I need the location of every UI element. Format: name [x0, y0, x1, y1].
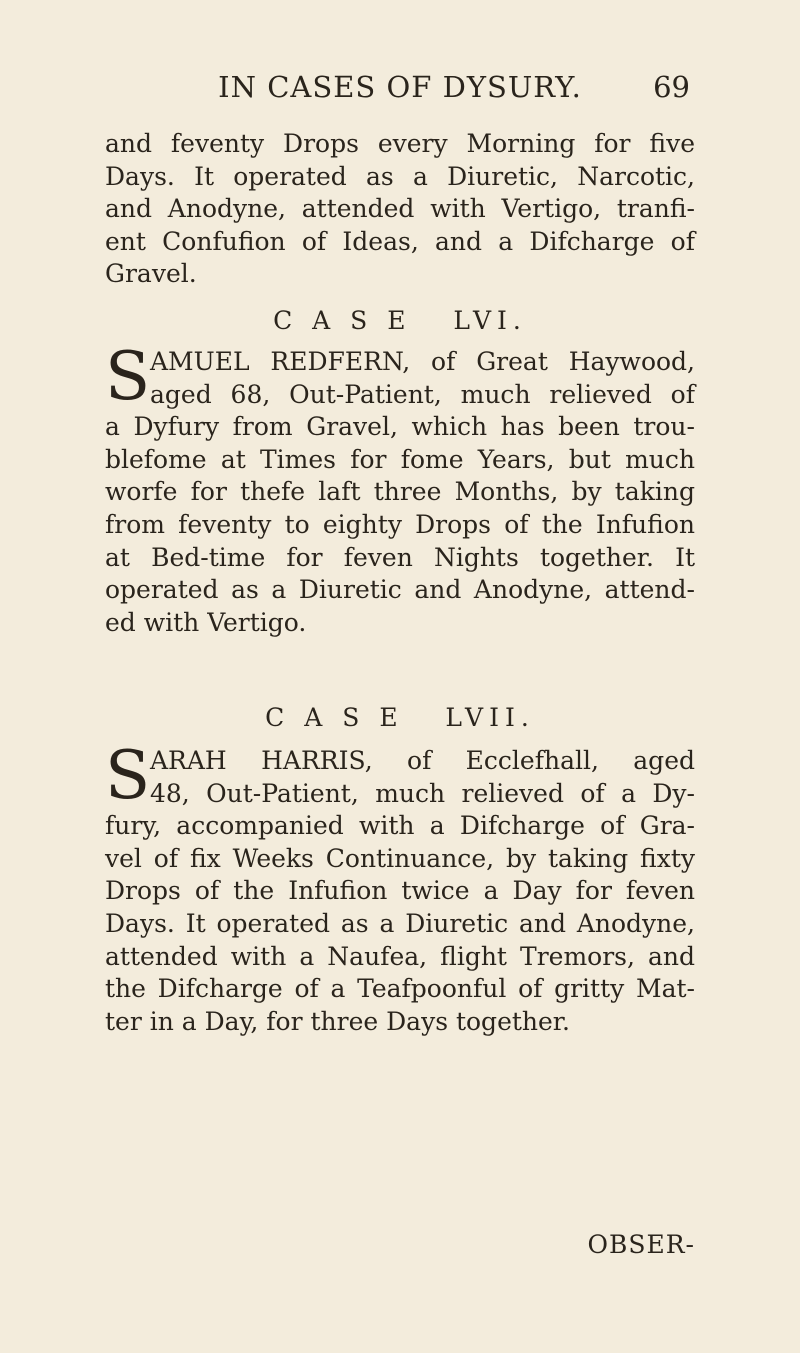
- text-line: fury, accompanied with a Difcharge of Gra-: [105, 811, 695, 841]
- catchword: OBSER-: [587, 1230, 695, 1259]
- text-line: at Bed-time for feven Nights together. It: [105, 542, 695, 572]
- text-line: Days. It operated as a Diuretic and Anodyne,: [105, 908, 695, 938]
- text-line: ed with Vertigo.: [105, 607, 307, 637]
- running-title: IN CASES OF DYSURY.: [218, 70, 582, 104]
- text-line: a Dyfury from Gravel, which has been trou-: [105, 412, 695, 442]
- text-line: and Anodyne, attended with Vertigo, tranfi-: [105, 194, 695, 224]
- running-head: [110, 70, 690, 110]
- drop-cap-s: S: [105, 737, 151, 814]
- text-line: ARAH HARRIS, of Ecclefhall, aged: [150, 746, 695, 775]
- case-56-paragraph: [105, 338, 695, 639]
- case-heading-56: C A S E LVI.: [273, 306, 527, 335]
- text-line: blefome at Times for fome Years, but much: [105, 444, 695, 474]
- text-line: the Difcharge of a Teafpoonful of gritty Mat-: [105, 974, 695, 1004]
- case-heading-57: C A S E LVII.: [265, 703, 535, 732]
- text-line: Days. It operated as a Diuretic, Narcotic,: [105, 161, 695, 191]
- case-57-paragraph: [105, 737, 695, 1038]
- text-line: aged 68, Out-Patient, much relieved of: [150, 379, 695, 409]
- text-line: worfe for thefe laft three Months, by taking: [105, 477, 695, 507]
- text-line: Drops of the Infufion twice a Day for feven: [105, 876, 695, 906]
- drop-cap-s: S: [105, 338, 151, 415]
- page-number: 69: [653, 70, 690, 104]
- text-line: vel of fix Weeks Continuance, by taking fixty: [105, 843, 695, 873]
- text-line: from feventy to eighty Drops of the Infufion: [105, 509, 695, 539]
- text-line: ter in a Day, for three Days together.: [105, 1006, 570, 1036]
- text-line: and feventy Drops every Morning for five: [105, 129, 695, 158]
- text-line: attended with a Naufea, flight Tremors, and: [105, 941, 695, 971]
- text-line: AMUEL REDFERN, of Great Haywood,: [150, 347, 695, 376]
- text-line: 48, Out-Patient, much relieved of a Dy-: [150, 778, 695, 808]
- opening-paragraph: [105, 128, 695, 291]
- text-line: operated as a Diuretic and Anodyne, attend-: [105, 575, 695, 605]
- text-line: Gravel.: [105, 259, 197, 289]
- text-line: ent Confufion of Ideas, and a Difcharge of: [105, 226, 695, 256]
